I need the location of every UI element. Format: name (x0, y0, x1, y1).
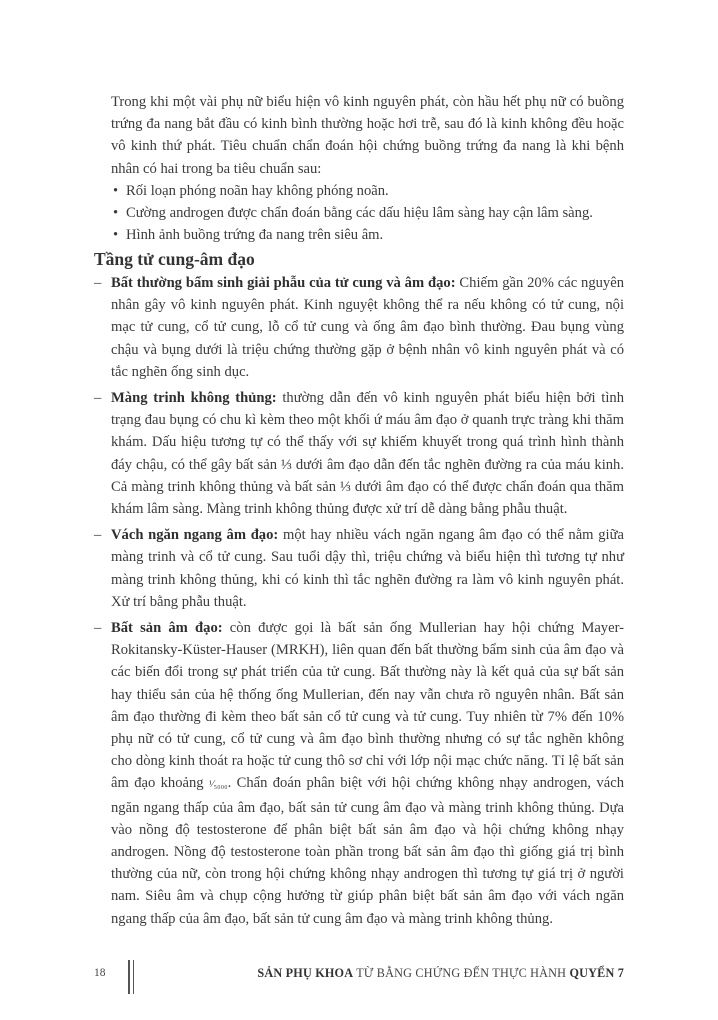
dash-icon: – (94, 390, 102, 407)
list-item-text: Hình ảnh buồng trứng đa nang trên siêu âm. (126, 227, 384, 244)
dash-icon: – (94, 620, 102, 637)
footer-divider-icon (128, 960, 136, 994)
list-item (94, 387, 624, 520)
divider-bar (128, 960, 130, 994)
running-footer-title (257, 966, 624, 981)
list-item-text: Cường androgen được chẩn đoán bằng các dấu hiệu lâm sàng hay cận lâm sàng. (126, 205, 593, 222)
item-text: một hay nhiều vách ngăn ngang âm đạo có thể nằm giữa màng trinh và cổ tử cung. Sau tuổi dậy thì, triệu chứng và biểu hiện thì tương tự như màng trinh không thủng, khi có kinh thì tắc nghẽn đường ra làm vô kinh nguyên phát. Xử trí bằng phẫu thuật. (111, 527, 624, 610)
bullet-icon: • (113, 182, 119, 199)
section-heading: Tầng tử cung-âm đạo (94, 249, 255, 269)
page-number: 18 (94, 967, 106, 979)
item-text: thường dẫn đến vô kinh nguyên phát biểu hiện bởi tình trạng đau bụng có chu kì kèm theo một khối ứ máu âm đạo ở quanh trực tràng khi thăm khám. Dấu hiệu tương tự có thể thấy với sự khiếm khuyết trong quá trình hình thành đáy chậu, có thể gây bất sản ⅓ dưới âm đạo dẫn đến tắc nghẽn đường ra của máu kinh. Cả màng trinh không thủng và bất sản ⅓ dưới âm đạo có thể được chẩn đoán qua thăm khám lâm sàng. Màng trinh không thủng được xử trí dễ dàng bằng phẫu thuật. (111, 390, 624, 518)
list-item (94, 180, 624, 202)
footer-volume: QUYỂN 7 (569, 966, 624, 980)
item-term: Vách ngăn ngang âm đạo: (111, 527, 279, 544)
section-body (94, 272, 624, 934)
item-text: còn được gọi là bất sản ống Mullerian hay hội chứng Mayer-Rokitansky-Küster-Hauser (MRKH), liên quan đến bất thường bẩm sinh của âm đạo và các biến đổi trong sự phát triển của tử cung. Bất thường này là kết quả của sự bất sản hay thiểu sản của hệ thống ống Mullerian, đến nay vẫn chưa rõ nguyên nhân. Bất sản âm đạo thường đi kèm theo bất sản cổ tử cung và tử cung. Tuy nhiên từ 7% đến 10% phụ nữ có tử cung, cổ tử cung và âm đạo bình thường nhưng có sự tắc nghẽn không cho dòng kinh thoát ra hoặc tử cung thô sơ chỉ với lớp nội mạc chức năng. Tỉ lệ bất sản âm đạo khoảng (111, 620, 625, 792)
list-item (94, 224, 624, 246)
item-term: Bất thường bẩm sinh giải phẫu của tử cung và âm đạo: (111, 275, 456, 291)
dash-icon: – (94, 527, 102, 544)
divider-bar (133, 960, 134, 994)
footer-title-regular: TỪ BẰNG CHỨNG ĐẾN THỰC HÀNH (353, 966, 570, 980)
bullet-icon: • (113, 205, 119, 222)
dash-icon: – (94, 275, 102, 291)
bullet-icon: • (113, 227, 119, 244)
intro-block (94, 91, 624, 246)
intro-paragraph: Trong khi một vài phụ nữ biểu hiện vô kinh nguyên phát, còn hầu hết phụ nữ có buồng trứng đa nang bắt đầu có kinh bình thường hoặc hơi trễ, sau đó là kinh không đều hoặc vô kinh thứ phát. Tiêu chuẩn chẩn đoán hội chứng buồng trứng đa nang là khi bệnh nhân có hai trong ba tiêu chuẩn sau: (111, 94, 624, 177)
list-item (94, 524, 624, 613)
item-text: . Chẩn đoán phân biệt với hội chứng không nhạy androgen, vách ngăn ngang thấp của âm đạo, bất sản tử cung âm đạo và màng trinh không thủng. Dựa vào nồng độ testosterone để phân biệt bất sản âm đạo và hội chứng không nhạy androgen. Nồng độ testosterone toàn phần trong bất sản âm đạo thì giống giá trị bình thường của nữ, còn trong hội chứng không nhạy androgen thì tương tự giá trị ở người nam. Siêu âm và chụp cộng hưởng từ giúp phân biệt bất sản âm đạo với vách ngăn ngang thấp của âm đạo, bất sản tử cung âm đạo và màng trinh không thủng. (111, 775, 624, 927)
item-term: Màng trinh không thủng: (111, 390, 277, 407)
list-item (94, 202, 624, 224)
list-item (94, 617, 624, 930)
item-term: Bất sản âm đạo: (111, 620, 223, 637)
item-text: Chiếm gần 20% các nguyên nhân gây vô kinh nguyên phát. Kinh nguyệt không thể ra nếu không có tử cung, nội mạc tử cung, cổ tử cung, lỗ cổ tử cung và ống âm đạo bình thường. Đau bụng vùng chậu và bụng dưới là triệu chứng thường gặp ở bệnh nhân vô kinh nguyên phát và có tắc nghẽn ống sinh dục. (111, 275, 624, 380)
list-item-text: Rối loạn phóng noãn hay không phóng noãn. (126, 182, 389, 199)
footer-title-bold: SẢN PHỤ KHOA (257, 966, 354, 980)
list-item (94, 272, 624, 383)
criteria-list (94, 180, 624, 247)
fraction: ¹⁄₅₀₀₀ (208, 779, 228, 791)
